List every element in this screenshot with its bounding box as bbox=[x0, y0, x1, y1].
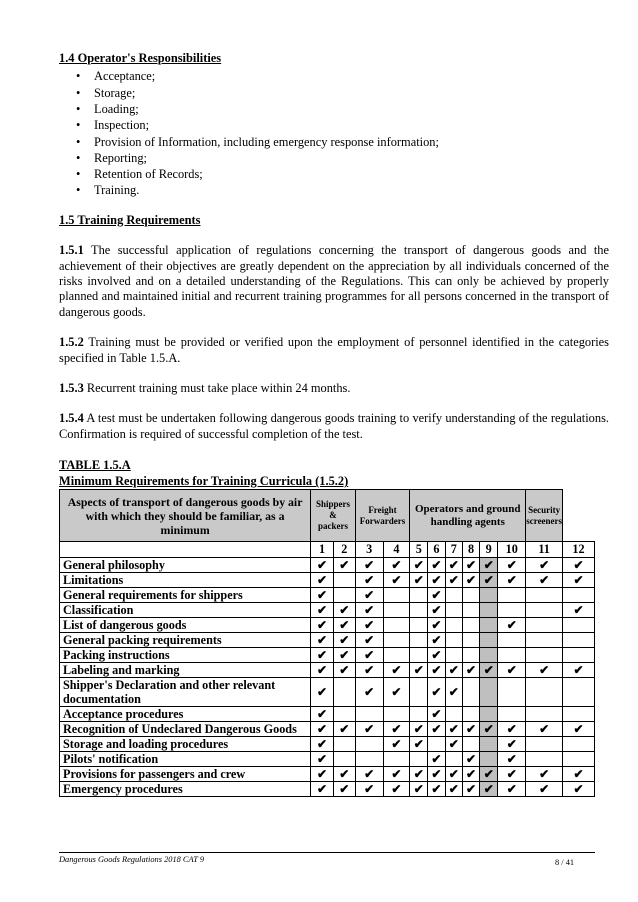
document-body bbox=[59, 51, 609, 489]
check-mark-icon: ✔ bbox=[333, 633, 355, 648]
check-mark-icon: ✔ bbox=[383, 663, 410, 678]
empty-cell bbox=[480, 618, 498, 633]
empty-cell bbox=[480, 737, 498, 752]
column-number: 4 bbox=[383, 542, 410, 558]
check-mark-icon: ✔ bbox=[563, 782, 595, 797]
responsibility-item: • Loading; bbox=[94, 101, 609, 117]
footer-divider bbox=[59, 852, 595, 853]
row-label: Recognition of Undeclared Dangerous Goods bbox=[60, 722, 311, 737]
empty-cell bbox=[480, 633, 498, 648]
check-mark-icon: ✔ bbox=[462, 752, 479, 767]
column-number: 6 bbox=[428, 542, 445, 558]
check-mark-icon: ✔ bbox=[462, 767, 479, 782]
empty-cell bbox=[462, 648, 479, 663]
check-mark-icon: ✔ bbox=[428, 573, 445, 588]
empty-cell bbox=[410, 707, 428, 722]
check-mark-icon: ✔ bbox=[428, 558, 445, 573]
responsibility-item: • Acceptance; bbox=[94, 68, 609, 84]
paragraph-1-5-2 bbox=[59, 335, 609, 366]
check-mark-icon: ✔ bbox=[445, 722, 462, 737]
section-heading-1-5: 1.5 Training Requirements bbox=[59, 212, 201, 227]
empty-cell bbox=[410, 752, 428, 767]
check-mark-icon: ✔ bbox=[355, 618, 383, 633]
empty-cell bbox=[428, 737, 445, 752]
empty-cell bbox=[480, 678, 498, 707]
column-number-row bbox=[60, 542, 595, 558]
responsibility-item: • Training. bbox=[94, 182, 609, 198]
check-mark-icon: ✔ bbox=[410, 573, 428, 588]
check-mark-icon: ✔ bbox=[445, 737, 462, 752]
empty-cell bbox=[355, 737, 383, 752]
check-mark-icon: ✔ bbox=[498, 573, 526, 588]
empty-cell bbox=[480, 707, 498, 722]
check-mark-icon: ✔ bbox=[355, 678, 383, 707]
check-mark-icon: ✔ bbox=[311, 737, 334, 752]
check-mark-icon: ✔ bbox=[355, 767, 383, 782]
check-mark-icon: ✔ bbox=[445, 663, 462, 678]
empty-cell bbox=[462, 678, 479, 707]
empty-cell bbox=[383, 752, 410, 767]
paragraph-1-5-1 bbox=[59, 243, 609, 320]
empty-cell bbox=[333, 707, 355, 722]
check-mark-icon: ✔ bbox=[333, 603, 355, 618]
training-requirements-table bbox=[59, 489, 595, 797]
empty-cell bbox=[462, 707, 479, 722]
check-mark-icon: ✔ bbox=[498, 752, 526, 767]
check-mark-icon: ✔ bbox=[498, 722, 526, 737]
empty-cell bbox=[498, 678, 526, 707]
paragraph-text: The successful application of regulations concerning the transport of dangerous goods and the achievement of their objectives are greatly dependent on the appreciation by all individuals concerned of the risks involved and on a detailed understanding of the Regulations. This can only be achieved by properly planned and maintained initial and recurrent training programmes for all persons concerned in the transport of dangerous goods. bbox=[59, 243, 609, 319]
empty-cell bbox=[526, 678, 563, 707]
empty-cell bbox=[526, 752, 563, 767]
check-mark-icon: ✔ bbox=[333, 558, 355, 573]
empty-cell bbox=[410, 603, 428, 618]
empty-cell bbox=[445, 752, 462, 767]
table-row bbox=[60, 767, 595, 782]
empty-cell bbox=[563, 678, 595, 707]
responsibility-item: • Reporting; bbox=[94, 150, 609, 166]
check-mark-icon: ✔ bbox=[428, 618, 445, 633]
empty-cell bbox=[526, 648, 563, 663]
check-mark-icon: ✔ bbox=[355, 633, 383, 648]
responsibility-item: • Inspection; bbox=[94, 117, 609, 133]
check-mark-icon: ✔ bbox=[410, 663, 428, 678]
empty-cell bbox=[526, 618, 563, 633]
row-label: Limitations bbox=[60, 573, 311, 588]
check-mark-icon: ✔ bbox=[311, 782, 334, 797]
check-mark-icon: ✔ bbox=[355, 663, 383, 678]
empty-cell bbox=[333, 678, 355, 707]
check-mark-icon: ✔ bbox=[480, 782, 498, 797]
empty-cell bbox=[383, 633, 410, 648]
table-row bbox=[60, 678, 595, 707]
check-mark-icon: ✔ bbox=[333, 722, 355, 737]
paragraph-text: Training must be provided or verified upon the employment of personnel identified in the categories specified in Table 1.5.A. bbox=[59, 335, 609, 365]
empty-cell bbox=[445, 603, 462, 618]
check-mark-icon: ✔ bbox=[333, 648, 355, 663]
check-mark-icon: ✔ bbox=[311, 558, 334, 573]
row-label: General philosophy bbox=[60, 558, 311, 573]
check-mark-icon: ✔ bbox=[383, 678, 410, 707]
empty-cell bbox=[333, 737, 355, 752]
table-subtitle: Minimum Requirements for Training Curricula (1.5.2) bbox=[59, 474, 349, 489]
check-mark-icon: ✔ bbox=[428, 707, 445, 722]
empty-cell bbox=[333, 573, 355, 588]
check-mark-icon: ✔ bbox=[383, 573, 410, 588]
column-number: 10 bbox=[498, 542, 526, 558]
check-mark-icon: ✔ bbox=[428, 782, 445, 797]
empty-cell bbox=[383, 707, 410, 722]
check-mark-icon: ✔ bbox=[445, 573, 462, 588]
column-number: 3 bbox=[355, 542, 383, 558]
empty-cell bbox=[333, 588, 355, 603]
check-mark-icon: ✔ bbox=[526, 767, 563, 782]
footer-document-name: Dangerous Goods Regulations 2018 CAT 9 bbox=[59, 855, 205, 864]
check-mark-icon: ✔ bbox=[428, 663, 445, 678]
empty-cell bbox=[410, 648, 428, 663]
column-number: 9 bbox=[480, 542, 498, 558]
check-mark-icon: ✔ bbox=[355, 648, 383, 663]
empty-cell bbox=[498, 707, 526, 722]
empty-cell bbox=[526, 588, 563, 603]
check-mark-icon: ✔ bbox=[563, 558, 595, 573]
paragraph-number: 1.5.3 bbox=[59, 381, 84, 396]
empty-cell bbox=[445, 707, 462, 722]
check-mark-icon: ✔ bbox=[445, 558, 462, 573]
check-mark-icon: ✔ bbox=[333, 767, 355, 782]
row-label: Shipper's Declaration and other relevant documentation bbox=[60, 678, 311, 707]
paragraph-number: 1.5.4 bbox=[59, 411, 84, 426]
check-mark-icon: ✔ bbox=[410, 558, 428, 573]
check-mark-icon: ✔ bbox=[462, 573, 479, 588]
check-mark-icon: ✔ bbox=[563, 603, 595, 618]
check-mark-icon: ✔ bbox=[383, 558, 410, 573]
empty-cell bbox=[462, 618, 479, 633]
responsibility-item: • Provision of Information, including emergency response information; bbox=[94, 134, 609, 150]
column-number: 5 bbox=[410, 542, 428, 558]
empty-cell bbox=[462, 737, 479, 752]
header-security-screeners: Security screeners bbox=[526, 490, 563, 542]
empty-cell bbox=[383, 618, 410, 633]
empty-cell bbox=[563, 618, 595, 633]
paragraph-text: A test must be undertaken following dangerous goods training to verify understanding of the regulations. Confirmation is required of successful completion of the test. bbox=[59, 411, 609, 441]
check-mark-icon: ✔ bbox=[498, 558, 526, 573]
check-mark-icon: ✔ bbox=[383, 737, 410, 752]
check-mark-icon: ✔ bbox=[428, 588, 445, 603]
check-mark-icon: ✔ bbox=[445, 678, 462, 707]
check-mark-icon: ✔ bbox=[428, 722, 445, 737]
check-mark-icon: ✔ bbox=[410, 737, 428, 752]
table-row bbox=[60, 618, 595, 633]
check-mark-icon: ✔ bbox=[480, 767, 498, 782]
check-mark-icon: ✔ bbox=[311, 752, 334, 767]
empty-cell bbox=[462, 588, 479, 603]
empty-cell bbox=[498, 648, 526, 663]
check-mark-icon: ✔ bbox=[428, 678, 445, 707]
check-mark-icon: ✔ bbox=[428, 767, 445, 782]
column-number: 2 bbox=[333, 542, 355, 558]
empty-cell bbox=[462, 603, 479, 618]
check-mark-icon: ✔ bbox=[526, 663, 563, 678]
row-label: Labeling and marking bbox=[60, 663, 311, 678]
column-number: 8 bbox=[462, 542, 479, 558]
check-mark-icon: ✔ bbox=[526, 722, 563, 737]
empty-cell bbox=[410, 588, 428, 603]
row-label: List of dangerous goods bbox=[60, 618, 311, 633]
table-row bbox=[60, 603, 595, 618]
check-mark-icon: ✔ bbox=[462, 663, 479, 678]
check-mark-icon: ✔ bbox=[355, 782, 383, 797]
check-mark-icon: ✔ bbox=[311, 588, 334, 603]
check-mark-icon: ✔ bbox=[311, 618, 334, 633]
check-mark-icon: ✔ bbox=[355, 573, 383, 588]
empty-cell bbox=[355, 707, 383, 722]
table-row bbox=[60, 737, 595, 752]
row-label: Provisions for passengers and crew bbox=[60, 767, 311, 782]
row-label: General packing requirements bbox=[60, 633, 311, 648]
empty-cell bbox=[445, 618, 462, 633]
table-row bbox=[60, 588, 595, 603]
empty-cell bbox=[526, 737, 563, 752]
row-label: Emergency procedures bbox=[60, 782, 311, 797]
row-label: Storage and loading procedures bbox=[60, 737, 311, 752]
check-mark-icon: ✔ bbox=[355, 588, 383, 603]
empty-cell bbox=[333, 752, 355, 767]
check-mark-icon: ✔ bbox=[526, 573, 563, 588]
empty-cell bbox=[445, 648, 462, 663]
empty-cell bbox=[480, 588, 498, 603]
row-label: Packing instructions bbox=[60, 648, 311, 663]
check-mark-icon: ✔ bbox=[311, 678, 334, 707]
column-number: 12 bbox=[563, 542, 595, 558]
empty-cell bbox=[410, 618, 428, 633]
check-mark-icon: ✔ bbox=[445, 767, 462, 782]
table-row bbox=[60, 573, 595, 588]
empty-cell bbox=[480, 752, 498, 767]
check-mark-icon: ✔ bbox=[311, 573, 334, 588]
check-mark-icon: ✔ bbox=[333, 782, 355, 797]
header-shippers: Shippers & packers bbox=[311, 490, 356, 542]
empty-cell bbox=[498, 588, 526, 603]
check-mark-icon: ✔ bbox=[383, 722, 410, 737]
paragraph-1-5-3 bbox=[59, 381, 609, 396]
empty-cell bbox=[462, 633, 479, 648]
responsibility-item: • Storage; bbox=[94, 85, 609, 101]
responsibility-item: • Retention of Records; bbox=[94, 166, 609, 182]
check-mark-icon: ✔ bbox=[410, 767, 428, 782]
section-heading-1-4: 1.4 Operator's Responsibilities bbox=[59, 51, 222, 65]
table-row bbox=[60, 722, 595, 737]
paragraph-number: 1.5.1 bbox=[59, 243, 84, 258]
check-mark-icon: ✔ bbox=[480, 663, 498, 678]
empty-cell bbox=[498, 633, 526, 648]
empty-cell bbox=[383, 588, 410, 603]
check-mark-icon: ✔ bbox=[462, 782, 479, 797]
check-mark-icon: ✔ bbox=[563, 573, 595, 588]
empty-cell bbox=[526, 603, 563, 618]
footer-page-number: 8 / 41 bbox=[555, 858, 575, 867]
empty-cell bbox=[410, 678, 428, 707]
empty-cell bbox=[445, 633, 462, 648]
check-mark-icon: ✔ bbox=[383, 782, 410, 797]
check-mark-icon: ✔ bbox=[428, 752, 445, 767]
check-mark-icon: ✔ bbox=[383, 767, 410, 782]
check-mark-icon: ✔ bbox=[355, 558, 383, 573]
empty-cell bbox=[355, 752, 383, 767]
check-mark-icon: ✔ bbox=[498, 618, 526, 633]
empty-cell bbox=[563, 648, 595, 663]
table-row bbox=[60, 752, 595, 767]
check-mark-icon: ✔ bbox=[311, 633, 334, 648]
responsibilities-list bbox=[59, 68, 609, 198]
check-mark-icon: ✔ bbox=[311, 767, 334, 782]
paragraph-1-5-4 bbox=[59, 411, 609, 442]
column-number: 11 bbox=[526, 542, 563, 558]
header-freight-forwarders: Freight Forwarders bbox=[355, 490, 409, 542]
check-mark-icon: ✔ bbox=[428, 648, 445, 663]
paragraph-number: 1.5.2 bbox=[59, 335, 84, 350]
row-label: General requirements for shippers bbox=[60, 588, 311, 603]
check-mark-icon: ✔ bbox=[462, 722, 479, 737]
column-number: 1 bbox=[311, 542, 334, 558]
table-body bbox=[60, 558, 595, 797]
check-mark-icon: ✔ bbox=[498, 663, 526, 678]
table-row bbox=[60, 663, 595, 678]
table-row bbox=[60, 782, 595, 797]
check-mark-icon: ✔ bbox=[445, 782, 462, 797]
check-mark-icon: ✔ bbox=[355, 722, 383, 737]
check-mark-icon: ✔ bbox=[311, 648, 334, 663]
check-mark-icon: ✔ bbox=[526, 782, 563, 797]
row-label: Classification bbox=[60, 603, 311, 618]
check-mark-icon: ✔ bbox=[480, 558, 498, 573]
check-mark-icon: ✔ bbox=[563, 767, 595, 782]
check-mark-icon: ✔ bbox=[428, 633, 445, 648]
empty-cell bbox=[526, 633, 563, 648]
header-aspects: Aspects of transport of dangerous goods by air with which they should be familiar, as a minimum bbox=[60, 490, 311, 542]
check-mark-icon: ✔ bbox=[480, 722, 498, 737]
check-mark-icon: ✔ bbox=[311, 722, 334, 737]
paragraph-text: Recurrent training must take place within 24 months. bbox=[83, 381, 351, 396]
check-mark-icon: ✔ bbox=[410, 782, 428, 797]
check-mark-icon: ✔ bbox=[480, 573, 498, 588]
empty-cell bbox=[480, 603, 498, 618]
table-row bbox=[60, 633, 595, 648]
check-mark-icon: ✔ bbox=[498, 737, 526, 752]
header-aspects-spacer bbox=[60, 542, 311, 558]
empty-cell bbox=[383, 648, 410, 663]
empty-cell bbox=[480, 648, 498, 663]
row-label: Pilots' notification bbox=[60, 752, 311, 767]
empty-cell bbox=[563, 752, 595, 767]
column-number: 7 bbox=[445, 542, 462, 558]
empty-cell bbox=[563, 633, 595, 648]
empty-cell bbox=[563, 707, 595, 722]
empty-cell bbox=[526, 707, 563, 722]
empty-cell bbox=[563, 737, 595, 752]
check-mark-icon: ✔ bbox=[333, 663, 355, 678]
check-mark-icon: ✔ bbox=[355, 603, 383, 618]
check-mark-icon: ✔ bbox=[311, 707, 334, 722]
empty-cell bbox=[498, 603, 526, 618]
check-mark-icon: ✔ bbox=[428, 603, 445, 618]
table-row bbox=[60, 558, 595, 573]
check-mark-icon: ✔ bbox=[498, 782, 526, 797]
check-mark-icon: ✔ bbox=[526, 558, 563, 573]
empty-cell bbox=[410, 633, 428, 648]
empty-cell bbox=[445, 588, 462, 603]
check-mark-icon: ✔ bbox=[410, 722, 428, 737]
table-row bbox=[60, 648, 595, 663]
check-mark-icon: ✔ bbox=[462, 558, 479, 573]
header-operators: Operators and ground handling agents bbox=[410, 490, 526, 542]
check-mark-icon: ✔ bbox=[563, 722, 595, 737]
check-mark-icon: ✔ bbox=[563, 663, 595, 678]
check-mark-icon: ✔ bbox=[498, 767, 526, 782]
table-row bbox=[60, 707, 595, 722]
check-mark-icon: ✔ bbox=[333, 618, 355, 633]
check-mark-icon: ✔ bbox=[311, 663, 334, 678]
empty-cell bbox=[383, 603, 410, 618]
row-label: Acceptance procedures bbox=[60, 707, 311, 722]
check-mark-icon: ✔ bbox=[311, 603, 334, 618]
table-title: TABLE 1.5.A bbox=[59, 458, 131, 473]
empty-cell bbox=[563, 588, 595, 603]
